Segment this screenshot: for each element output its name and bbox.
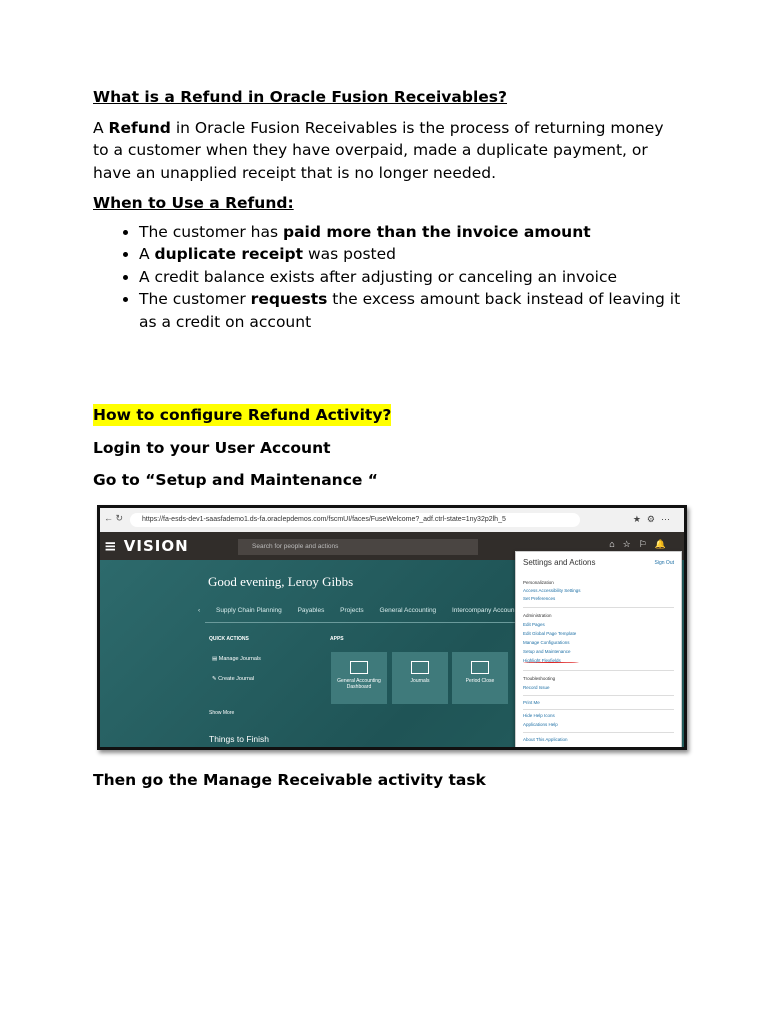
greeting: Good evening, Leroy Gibbs [208, 574, 354, 589]
step-login: Login to your User Account [93, 439, 331, 457]
dashboard-icon [350, 661, 368, 674]
nav-item[interactable]: Projects [340, 607, 364, 614]
panel-link[interactable]: Applications Help [523, 722, 558, 727]
intro-paragraph [93, 117, 683, 185]
reload-icon: ← ↻ [104, 513, 124, 523]
panel-link[interactable]: Set Preferences [523, 596, 556, 601]
quick-actions-label: QUICK ACTIONS [209, 636, 249, 642]
section-personalization: Personalization [523, 580, 554, 585]
sign-out-link[interactable]: Sign Out [654, 560, 674, 566]
panel-link[interactable]: Print Me [523, 700, 540, 705]
tile-period-close[interactable]: Period Close [452, 652, 508, 704]
chevron-left-icon[interactable]: ‹ [198, 607, 201, 614]
refund-bullets [93, 221, 683, 334]
tile-journals[interactable]: Journals [392, 652, 448, 704]
panel-link[interactable]: Manage Configurations [523, 640, 570, 645]
step-setup: Go to “Setup and Maintenance “ [93, 471, 378, 489]
nav-strip [198, 607, 529, 614]
nav-item[interactable]: Intercompany Accoun [451, 607, 515, 614]
intro-text-a: A [93, 118, 109, 137]
tile-gl-dashboard[interactable]: General Accounting Dashboard [331, 652, 387, 704]
panel-link[interactable]: Highlight Flexfields [523, 658, 561, 663]
bullet-item: • The customer has paid more than the invoice amount [139, 221, 683, 244]
nav-item[interactable]: General Accounting [379, 607, 437, 614]
highlighted-heading: How to configure Refund Activity? [93, 406, 392, 424]
panel-link[interactable]: Record Issue [523, 685, 550, 690]
panel-link[interactable]: Edit Global Page Template [523, 631, 577, 636]
heading-when-to-use: When to Use a Refund: [93, 194, 294, 212]
show-more-link[interactable]: Show More [209, 710, 235, 716]
apps-label: APPS [330, 636, 344, 642]
nav-item[interactable]: Supply Chain Planning [215, 607, 282, 614]
section-troubleshooting: Troubleshooting [523, 676, 556, 681]
bullet-item: • The customer requests the excess amount back instead of leaving it as a credit on account [139, 288, 683, 333]
browser-toolbar [100, 508, 684, 533]
address-bar[interactable]: https://fa-esds-dev1-saasfademo1.ds-fa.oraclepdemos.com/fscmUI/faces/FuseWelcome?_adf.ctrl-state=1ny32p2lh_5 [130, 513, 580, 527]
things-to-finish: Things to Finish [209, 734, 269, 744]
heading-configure [93, 404, 391, 426]
panel-link[interactable]: About This Application [523, 737, 568, 742]
setup-and-maintenance-link[interactable]: Setup and Maintenance [523, 649, 571, 654]
heading-what-is-refund: What is a Refund in Oracle Fusion Receivables? [93, 88, 508, 106]
section-administration: Administration [523, 613, 552, 618]
document-body [93, 86, 683, 333]
browser-icons: ★⚙⋯ [632, 514, 676, 524]
header-icons: ⌂☆⚐🔔 [609, 539, 674, 549]
panel-link[interactable]: Hide Help Icons [523, 713, 555, 718]
quick-action-create-journal[interactable]: ✎ Create Journal [212, 676, 255, 682]
intro-bold: Refund [108, 118, 171, 137]
step-manage-receivable: Then go the Manage Receivable activity task [93, 771, 486, 789]
nav-item[interactable]: Payables [297, 607, 325, 614]
journals-icon [411, 661, 429, 674]
vision-logo: ≡ VISION [104, 537, 189, 555]
oracle-screenshot [97, 505, 687, 750]
panel-link[interactable]: Access Accessibility Settings [523, 588, 581, 593]
bullet-item: • A credit balance exists after adjusting or canceling an invoice [139, 266, 683, 289]
search-input[interactable]: Search for people and actions [238, 539, 478, 555]
intro-text-rest: in Oracle Fusion Receivables is the process of returning money to a customer when they have overpaid, made a duplicate payment, or have an unapplied receipt that is no longer needed. [93, 118, 664, 182]
panel-link[interactable]: Edit Pages [523, 622, 545, 627]
bullet-item: • A duplicate receipt was posted [139, 243, 683, 266]
settings-actions-panel [515, 551, 682, 747]
quick-action-manage-journals[interactable]: ▤ Manage Journals [212, 656, 261, 662]
panel-title: Settings and Actions [523, 558, 596, 567]
period-close-icon [471, 661, 489, 674]
nav-divider [205, 622, 515, 623]
